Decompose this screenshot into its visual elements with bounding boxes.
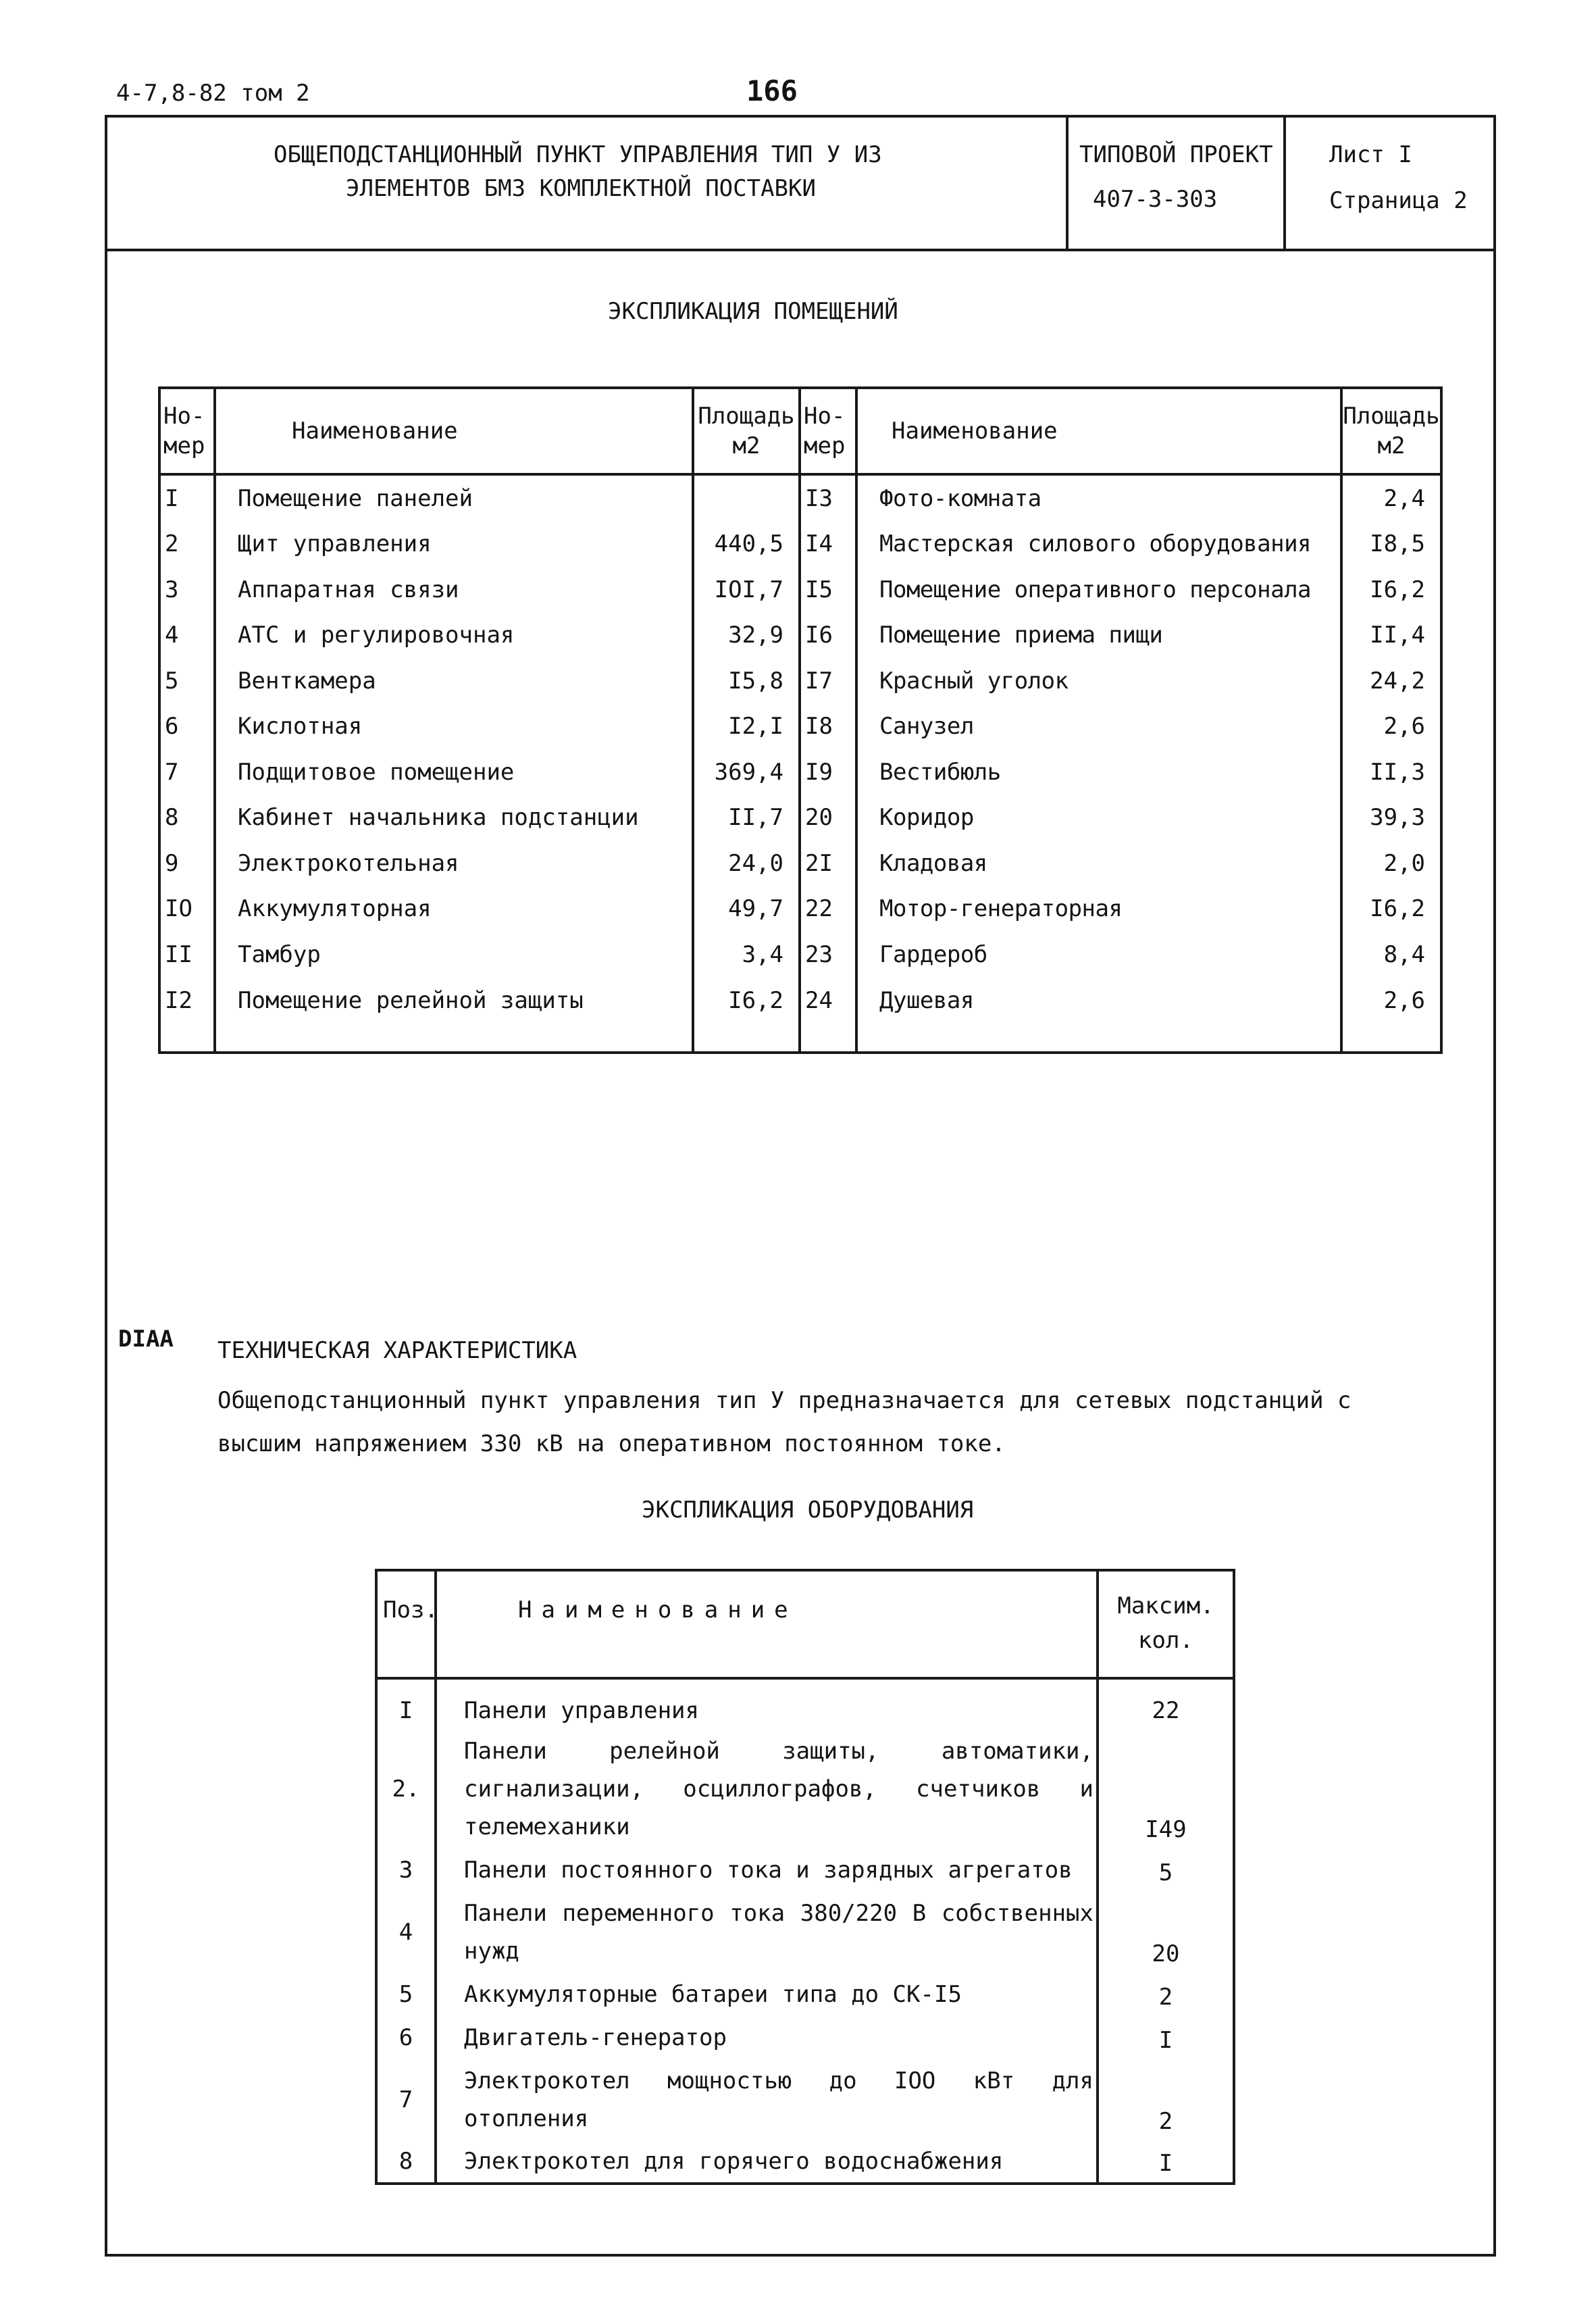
- equipment-row: [376, 1678, 1234, 1730]
- equipment-row: [376, 1973, 1234, 2016]
- equipment-name: Панели постоянного тока и зарядных агрегатов: [436, 1848, 1098, 1892]
- room-row: [159, 886, 1441, 932]
- equipment-row: [376, 1730, 1234, 1848]
- room-name: Кислотная: [215, 704, 693, 750]
- room-area: 8,4: [1341, 932, 1441, 978]
- equipment-quantity: 2: [1158, 1984, 1173, 2011]
- room-name: Фото-комната: [856, 474, 1341, 522]
- volume-label: том 2: [240, 80, 310, 107]
- room-number: I5: [800, 567, 856, 613]
- room-name: Красный уголок: [856, 658, 1341, 704]
- room-number: I2: [159, 978, 215, 1053]
- room-area: [693, 474, 800, 522]
- equipment-name: Панели релейной защиты, автоматики, сигнализации, осциллографов, счетчиков и телемеханики: [436, 1730, 1098, 1848]
- room-row: [159, 567, 1441, 613]
- name-header: Наименование: [215, 388, 693, 474]
- equipment-header-row: [376, 1570, 1234, 1678]
- equipment-name: Двигатель-генератор: [436, 2016, 1098, 2059]
- room-number: I7: [800, 658, 856, 704]
- room-area: I6,2: [693, 978, 800, 1053]
- room-number: 5: [159, 658, 215, 704]
- room-name: Гардероб: [856, 932, 1341, 978]
- room-row: [159, 522, 1441, 568]
- room-name: Коридор: [856, 795, 1341, 841]
- room-number: 22: [800, 886, 856, 932]
- room-row: [159, 795, 1441, 841]
- room-number: I6: [800, 613, 856, 659]
- room-name: Кладовая: [856, 840, 1341, 886]
- room-row: [159, 613, 1441, 659]
- room-name: Подщитовое помещение: [215, 749, 693, 795]
- eq-name-header: Наименование: [436, 1570, 1098, 1678]
- page-number: 166: [746, 74, 798, 107]
- project-code: 407-3-303: [1093, 186, 1218, 213]
- equipment-row: [376, 2140, 1234, 2184]
- equipment-row: [376, 1892, 1234, 1973]
- equipment-name: Панели переменного тока 380/220 В собственных нужд: [436, 1892, 1098, 1973]
- num-header: Но- мер: [159, 388, 215, 474]
- title-block-sep-2: [1283, 115, 1286, 250]
- equipment-position: I: [376, 1678, 436, 1730]
- sheet-number: Лист I: [1329, 141, 1412, 168]
- equipment-position: 6: [376, 2016, 436, 2059]
- room-number: I3: [800, 474, 856, 522]
- room-area: 24,2: [1341, 658, 1441, 704]
- equipment-table: [375, 1569, 1235, 2185]
- equipment-quantity: 2: [1158, 2108, 1173, 2135]
- room-row: [159, 932, 1441, 978]
- title-block-sep-1: [1066, 115, 1069, 250]
- room-number: I4: [800, 522, 856, 568]
- room-number: I: [159, 474, 215, 522]
- equipment-quantity: 20: [1152, 1940, 1180, 1967]
- room-number: IO: [159, 886, 215, 932]
- project-label: ТИПОВОЙ ПРОЕКТ: [1079, 141, 1273, 168]
- equipment-name: Электрокотел для горячего водоснабжения: [436, 2140, 1098, 2184]
- room-number: 3: [159, 567, 215, 613]
- room-area: IOI,7: [693, 567, 800, 613]
- room-name: Мотор-генераторная: [856, 886, 1341, 932]
- doc-reference: [116, 80, 310, 107]
- room-number: 8: [159, 795, 215, 841]
- room-row: [159, 658, 1441, 704]
- equipment-position: 3: [376, 1848, 436, 1892]
- room-name: Кабинет начальника подстанции: [215, 795, 693, 841]
- room-name: Вестибюль: [856, 749, 1341, 795]
- room-number: 4: [159, 613, 215, 659]
- room-area: II,4: [1341, 613, 1441, 659]
- tech-text-line-1: Общеподстанционный пункт управления тип У предназначается для сетевых подстанций с: [217, 1387, 1352, 1414]
- rooms-title: ЭКСПЛИКАЦИЯ ПОМЕЩЕНИЙ: [608, 298, 898, 325]
- equipment-row: [376, 2059, 1234, 2140]
- room-number: 7: [159, 749, 215, 795]
- num-header-right: Но- мер: [800, 388, 856, 474]
- margin-mark: DIAA: [118, 1326, 174, 1353]
- tech-text-line-2: высшим напряжением 330 кВ на оперативном постоянном токе.: [217, 1430, 1006, 1457]
- room-area: II,7: [693, 795, 800, 841]
- pos-header: Поз.: [376, 1570, 436, 1678]
- room-area: II,3: [1341, 749, 1441, 795]
- equipment-name: Аккумуляторные батареи типа до СК-I5: [436, 1973, 1098, 2016]
- room-name: Щит управления: [215, 522, 693, 568]
- room-name: Помещение панелей: [215, 474, 693, 522]
- room-area: 2,0: [1341, 840, 1441, 886]
- area-header: Площадь м2: [693, 388, 800, 474]
- room-number: 2I: [800, 840, 856, 886]
- equipment-row: [376, 1848, 1234, 1892]
- room-area: I6,2: [1341, 886, 1441, 932]
- room-area: 39,3: [1341, 795, 1441, 841]
- room-area: 49,7: [693, 886, 800, 932]
- room-area: 2,6: [1341, 704, 1441, 750]
- room-name: Помещение релейной защиты: [215, 978, 693, 1053]
- room-name: Помещение оперативного персонала: [856, 567, 1341, 613]
- qty-header: Максим. кол.: [1098, 1570, 1234, 1678]
- room-area: I8,5: [1341, 522, 1441, 568]
- equipment-title: ЭКСПЛИКАЦИЯ ОБОРУДОВАНИЯ: [642, 1496, 974, 1524]
- room-number: 23: [800, 932, 856, 978]
- equipment-position: 4: [376, 1892, 436, 1973]
- equipment-position: 7: [376, 2059, 436, 2140]
- doc-ref-code: 4-7,8-82: [116, 80, 227, 107]
- title-block-divider: [105, 249, 1496, 251]
- room-number: II: [159, 932, 215, 978]
- room-number: 6: [159, 704, 215, 750]
- room-row: [159, 840, 1441, 886]
- room-name: Электрокотельная: [215, 840, 693, 886]
- room-area: 2,4: [1341, 474, 1441, 522]
- equipment-quantity: 5: [1158, 1859, 1173, 1886]
- equipment-quantity: I: [1158, 2150, 1173, 2177]
- room-area: 440,5: [693, 522, 800, 568]
- equipment-position: 5: [376, 1973, 436, 2016]
- tech-heading: ТЕХНИЧЕСКАЯ ХАРАКТЕРИСТИКА: [217, 1337, 577, 1364]
- rooms-header-row: [159, 388, 1441, 474]
- room-name: АТС и регулировочная: [215, 613, 693, 659]
- room-number: 9: [159, 840, 215, 886]
- room-name: Тамбур: [215, 932, 693, 978]
- room-number: 24: [800, 978, 856, 1053]
- room-name: Аппаратная связи: [215, 567, 693, 613]
- equipment-quantity: 22: [1152, 1697, 1180, 1724]
- room-name: Душевая: [856, 978, 1341, 1053]
- page-label: Страница 2: [1329, 187, 1468, 214]
- room-number: 20: [800, 795, 856, 841]
- room-name: Венткамера: [215, 658, 693, 704]
- name-header-right: Наименование: [856, 388, 1341, 474]
- room-area: I5,8: [693, 658, 800, 704]
- rooms-table: [158, 386, 1443, 1054]
- room-area: 369,4: [693, 749, 800, 795]
- room-row: [159, 704, 1441, 750]
- equipment-position: 2.: [376, 1730, 436, 1848]
- room-row: [159, 474, 1441, 522]
- rooms-body: [159, 474, 1441, 1053]
- room-row: [159, 978, 1441, 1053]
- room-name: Мастерская силового оборудования: [856, 522, 1341, 568]
- room-area: 2,6: [1341, 978, 1441, 1053]
- room-area: I2,I: [693, 704, 800, 750]
- title-line-2: ЭЛЕМЕНТОВ БМЗ КОМПЛЕКТНОЙ ПОСТАВКИ: [346, 175, 816, 202]
- equipment-position: 8: [376, 2140, 436, 2184]
- equipment-name: Электрокотел мощностью до IOO кВт для отопления: [436, 2059, 1098, 2140]
- room-name: Аккумуляторная: [215, 886, 693, 932]
- room-name: Санузел: [856, 704, 1341, 750]
- area-header-right: Площадь м2: [1341, 388, 1441, 474]
- equipment-quantity: I: [1158, 2027, 1173, 2054]
- room-number: I9: [800, 749, 856, 795]
- title-line-1: ОБЩЕПОДСТАНЦИОННЫЙ ПУНКТ УПРАВЛЕНИЯ ТИП У ИЗ: [274, 141, 882, 168]
- room-row: [159, 749, 1441, 795]
- room-number: 2: [159, 522, 215, 568]
- room-area: I6,2: [1341, 567, 1441, 613]
- room-area: 32,9: [693, 613, 800, 659]
- room-area: 24,0: [693, 840, 800, 886]
- equipment-body: [376, 1678, 1234, 2184]
- room-number: I8: [800, 704, 856, 750]
- equipment-quantity: I49: [1145, 1816, 1187, 1843]
- room-name: Помещение приема пищи: [856, 613, 1341, 659]
- equipment-name: Панели управления: [436, 1678, 1098, 1730]
- room-area: 3,4: [693, 932, 800, 978]
- equipment-row: [376, 2016, 1234, 2059]
